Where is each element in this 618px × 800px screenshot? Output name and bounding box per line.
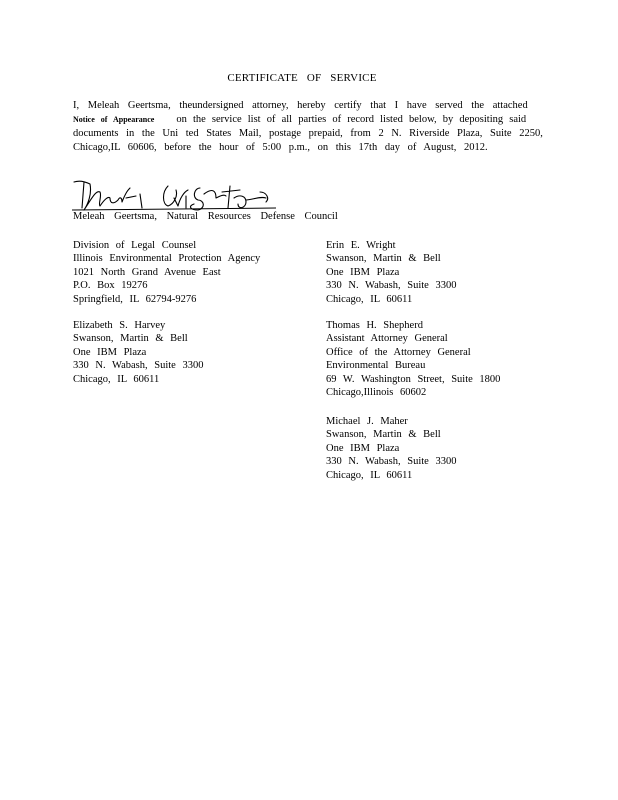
address-line: 69 W. Washington Street, Suite 1800: [326, 373, 501, 385]
address-line: Environmental Bureau: [326, 360, 426, 372]
address-line: Elizabeth S. Harvey: [73, 320, 166, 331]
address-line: One IBM Plaza: [73, 346, 147, 358]
body-line-3: documents in the Uni ted States Mail, postage prepaid, from 2 N. Riverside Plaza, Suite 2250,: [73, 128, 543, 139]
address-line: Chicago, IL 60611: [326, 469, 413, 481]
address-line: 1021 North Grand Avenue East: [73, 266, 221, 278]
body-line-2: [73, 114, 526, 125]
address-line: Swanson, Martin & Bell: [326, 429, 441, 441]
address-line: Chicago,Illinois 60602: [326, 387, 427, 399]
address-line: 330 N. Wabash, Suite 3300: [326, 280, 457, 292]
address-line: Swanson, Martin & Bell: [73, 333, 188, 345]
address-line: 330 N. Wabash, Suite 3300: [73, 360, 204, 372]
address-line: Springfield, IL 62794-9276: [73, 293, 197, 305]
body-line-2-rest: on the service list of all parties of record listed below, by depositing said: [176, 114, 527, 125]
document-title: CERTIFICATE OF SERVICE: [227, 72, 377, 84]
address-line: Chicago, IL 60611: [73, 373, 160, 385]
address-line: 330 N. Wabash, Suite 3300: [326, 456, 457, 468]
address-line: Chicago, IL 60611: [326, 293, 413, 305]
signer-name: Meleah Geertsma, Natural Resources Defense Council: [73, 211, 338, 222]
address-block-wright: [326, 239, 456, 306]
address-line: One IBM Plaza: [326, 266, 400, 278]
body-line-4: Chicago,IL 60606, before the hour of 5:00 p.m., on this 17th day of August, 2012.: [73, 142, 488, 153]
document-name: Notice of Appearance: [73, 115, 155, 124]
handwritten-signature: [70, 178, 280, 214]
address-block-shepherd: [326, 319, 500, 399]
address-line: Assistant Attorney General: [326, 333, 448, 345]
address-line: P.O. Box 19276: [73, 280, 148, 292]
address-block-legal-counsel: [73, 239, 260, 306]
address-line: Michael J. Maher: [326, 416, 408, 427]
body-line-1: I, Meleah Geertsma, theundersigned attorney, hereby certify that I have served the attached: [73, 100, 528, 111]
address-line: One IBM Plaza: [326, 442, 400, 454]
address-line: Erin E. Wright: [326, 240, 396, 251]
address-line: Division of Legal Counsel: [73, 240, 197, 251]
address-line: Office of the Attorney General: [326, 346, 471, 358]
address-line: Illinois Environmental Protection Agency: [73, 253, 261, 265]
address-line: Thomas H. Shepherd: [326, 320, 423, 331]
address-line: Swanson, Martin & Bell: [326, 253, 441, 265]
address-block-harvey: [73, 319, 203, 386]
address-block-maher: [326, 415, 456, 482]
